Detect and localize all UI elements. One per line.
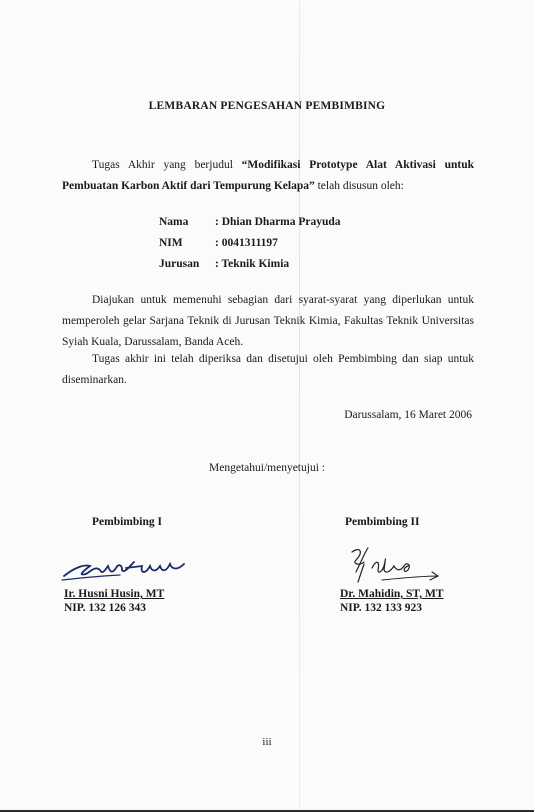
supervisor-2-nip: NIP. 132 133 923 [340, 602, 422, 614]
review-text: Tugas akhir ini telah diperiksa dan disetujui oleh Pembimbing dan siap untuk diseminarkan. [62, 353, 474, 386]
intro-paragraph [62, 155, 474, 197]
supervisor-1-signature [60, 550, 200, 584]
date-line: Darussalam, 16 Maret 2006 [344, 409, 472, 421]
supervisor-2-name: Dr. Mahidin, ST, MT [340, 588, 444, 600]
purpose-text: Diajukan untuk memenuhi sebagian dari syarat-syarat yang diperlukan untuk memperoleh gelar Sarjana Teknik di Jurusan Teknik Kimia, Fakultas Teknik Universitas Syiah Kuala, Darussalam, Banda Aceh. [62, 294, 474, 348]
name-value: : Dhian Dharma Prayuda [215, 216, 341, 228]
student-dept-row [159, 254, 341, 275]
dept-value: : Teknik Kimia [215, 258, 290, 270]
intro-suffix: telah disusun oleh: [317, 180, 404, 192]
thesis-title: “Modifikasi Prototype Alat Aktivasi untuk Pembuatan Karbon Aktif dari Tempurung Kelapa” [62, 159, 474, 192]
scan-fold-line [299, 0, 300, 812]
supervisor-1-role: Pembimbing I [92, 516, 162, 528]
purpose-paragraph [62, 290, 474, 353]
name-label: Nama [159, 216, 189, 228]
page-number: iii [262, 736, 272, 748]
supervisor-2-role: Pembimbing II [345, 516, 420, 528]
dept-label: Jurusan [159, 258, 200, 270]
supervisor-1-nip: NIP. 132 126 343 [64, 602, 146, 614]
supervisor-2-block [330, 516, 480, 626]
student-info [159, 212, 341, 275]
acknowledged-line: Mengetahui/menyetujui : [209, 462, 325, 474]
review-paragraph [62, 349, 474, 391]
supervisor-1-name: Ir. Husni Husin, MT [64, 588, 165, 600]
nim-label: NIM [159, 237, 183, 249]
supervisor-2-signature [342, 542, 442, 588]
page-title: LEMBARAN PENGESAHAN PEMBIMBING [148, 100, 386, 112]
student-name-row [159, 212, 341, 233]
intro-prefix: Tugas Akhir yang berjudul [92, 159, 233, 171]
student-nim-row [159, 233, 341, 254]
supervisor-1-block [60, 516, 200, 626]
nim-value: : 0041311197 [215, 237, 278, 249]
